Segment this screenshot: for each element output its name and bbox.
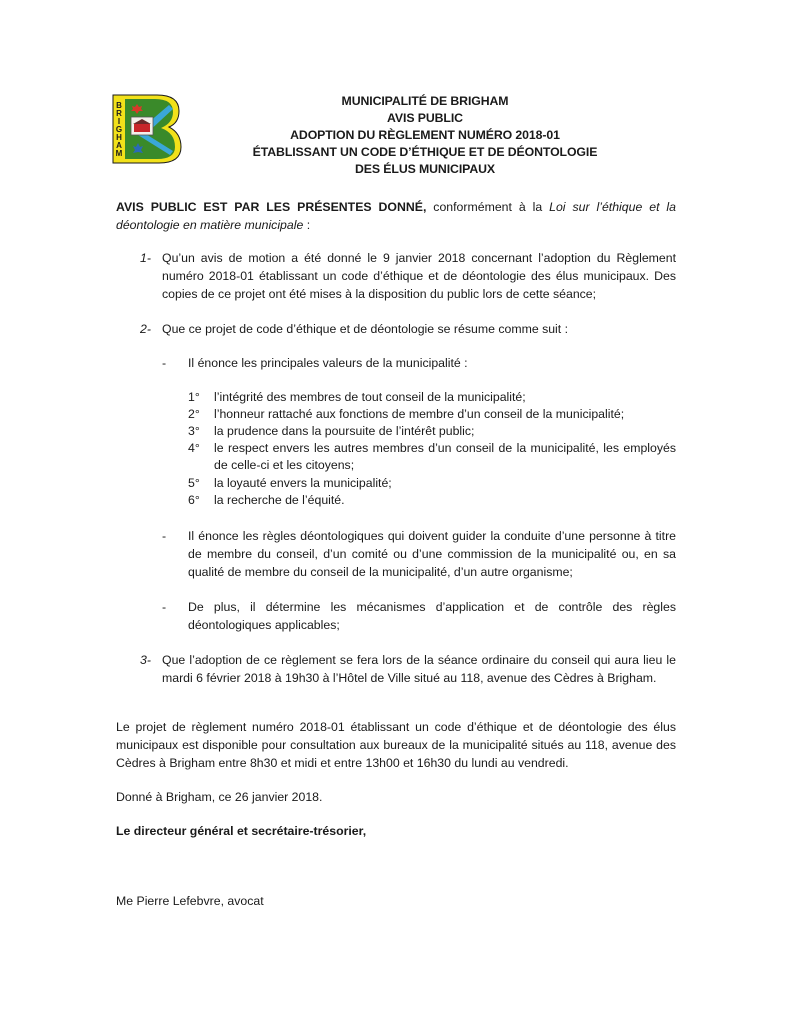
svg-text:G: G bbox=[115, 125, 123, 134]
bylaw-subtitle: ÉTABLISSANT UN CODE D’ÉTHIQUE ET DE DÉONTOLOGIE bbox=[252, 145, 598, 159]
value-number: 4° bbox=[188, 441, 200, 455]
bullet-dash: - bbox=[162, 600, 167, 614]
availability-paragraph: Le projet de règlement numéro 2018-01 établissant un code d’éthique et de déontologie des élus municipaux est disponible pour consultation aux bureaux de la municipalité situés au 118, avenue des Cèdres à Brigham entre 8h30 et midi et entre 13h00 et 16h30 du lundi au vendredi. bbox=[116, 720, 676, 770]
bullet-dash: - bbox=[162, 529, 167, 543]
intro-bold: AVIS PUBLIC EST PAR LES PRÉSENTES DONNÉ, bbox=[116, 200, 427, 214]
value-text: l’honneur rattaché aux fonctions de membre d’un conseil de la municipalité; bbox=[214, 407, 625, 421]
law-title: Loi sur l’éthique et la déontologie en matière municipale bbox=[116, 200, 676, 232]
value-text: le respect envers les autres membres d’un conseil de la municipalité, les employés de celle-ci et les citoyens; bbox=[214, 441, 676, 472]
value-text: la prudence dans la poursuite de l’intérêt public; bbox=[214, 424, 475, 438]
value-text: la loyauté envers la municipalité; bbox=[214, 476, 392, 490]
value-number: 1° bbox=[188, 390, 200, 404]
values-intro: Il énonce les principales valeurs de la municipalité : bbox=[188, 356, 468, 370]
svg-text:H: H bbox=[116, 133, 122, 142]
intro-paragraph bbox=[116, 198, 676, 234]
value-number: 2° bbox=[188, 407, 200, 421]
rules-text: Il énonce les règles déontologiques qui doivent guider la conduite d’une personne à titre de membre du conseil, d’un comité ou d’une commission de la municipalité ou, en sa qualité de membre du conseil de la municipalité, d’un autre organisme; bbox=[188, 529, 676, 579]
value-number: 6° bbox=[188, 493, 200, 507]
item-text: Qu’un avis de motion a été donné le 9 janvier 2018 concernant l’adoption du Règlement numéro 2018-01 établissant un code d’éthique et de déontologie des élus municipaux. Des copies de ce projet ont été mises à la disposition du public lors de cette séance; bbox=[162, 251, 676, 301]
notice-type: AVIS PUBLIC bbox=[387, 111, 463, 125]
signatory-title: Le directeur général et secrétaire-trésorier, bbox=[116, 824, 367, 838]
item-number: 3- bbox=[140, 653, 151, 667]
bylaw-subtitle-2: DES ÉLUS MUNICIPAUX bbox=[355, 162, 495, 176]
value-text: la recherche de l’équité. bbox=[214, 493, 345, 507]
svg-text:I: I bbox=[117, 117, 121, 126]
item-number: 1- bbox=[140, 251, 151, 265]
value-number: 5° bbox=[188, 476, 200, 490]
brigham-logo bbox=[111, 93, 183, 165]
svg-text:M: M bbox=[115, 149, 123, 158]
given-date: Donné à Brigham, ce 26 janvier 2018. bbox=[116, 790, 323, 804]
mechanisms-text: De plus, il détermine les mécanismes d’application et de contrôle des règles déontologiques applicables; bbox=[188, 600, 676, 632]
svg-text:B: B bbox=[116, 101, 122, 110]
value-number: 3° bbox=[188, 424, 200, 438]
municipality-title: MUNICIPALITÉ DE BRIGHAM bbox=[341, 94, 509, 108]
value-text: l’intégrité des membres de tout conseil de la municipalité; bbox=[214, 390, 526, 404]
intro-text: conformément à la bbox=[426, 200, 550, 214]
svg-text:A: A bbox=[116, 141, 122, 150]
item-text: Que l’adoption de ce règlement se fera lors de la séance ordinaire du conseil qui aura lieu le mardi 6 février 2018 à 19h30 à l’Hôtel de Ville situé au 118, avenue des Cèdres à Brigham. bbox=[162, 653, 676, 685]
municipal-crest-icon bbox=[111, 93, 183, 165]
notice-header bbox=[200, 93, 650, 178]
item-text: Que ce projet de code d’éthique et de déontologie se résume comme suit : bbox=[162, 322, 569, 336]
bylaw-title: ADOPTION DU RÈGLEMENT NUMÉRO 2018-01 bbox=[290, 128, 560, 142]
svg-text:R: R bbox=[116, 109, 122, 118]
bullet-dash: - bbox=[162, 356, 167, 370]
item-number: 2- bbox=[140, 322, 151, 336]
signatory-name: Me Pierre Lefebvre, avocat bbox=[116, 894, 264, 908]
intro-end: : bbox=[303, 218, 311, 232]
